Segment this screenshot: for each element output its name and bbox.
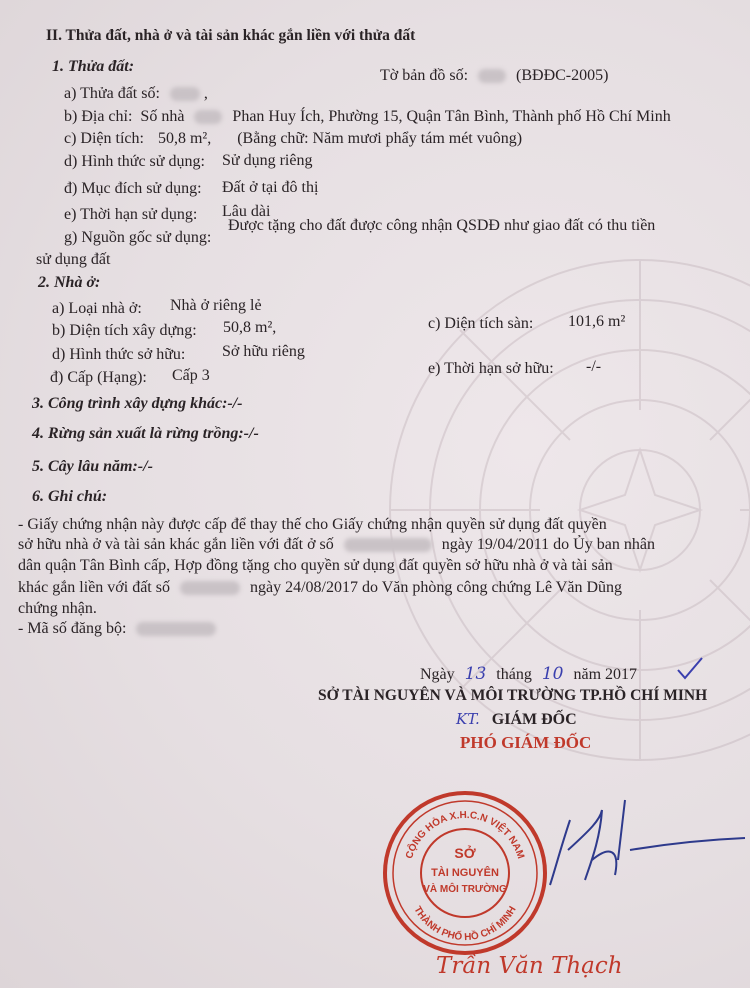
floor-area-label: c) Diện tích sàn: [428, 315, 534, 332]
seal-line3: VÀ MÔI TRƯỜNG [423, 884, 507, 895]
origin-label: g) Nguồn gốc sử dụng: [64, 229, 212, 246]
perennial-trees: 5. Cây lâu năm:-/- [32, 458, 153, 475]
map-sheet [380, 66, 608, 86]
month-value: 10 [541, 664, 564, 684]
seal-outer-bottom: THÀNH PHỐ HỒ CHÍ MINH [411, 904, 519, 944]
address-house-prefix: Số nhà [140, 108, 185, 125]
redacted-certificate-number [344, 538, 432, 552]
notes-heading: 6. Ghi chú: [32, 488, 108, 505]
land-heading: 1. Thửa đất: [52, 58, 135, 75]
deputy-title: PHÓ GIÁM ĐỐC [460, 733, 592, 752]
ownership-value: Sở hữu riêng [222, 343, 305, 360]
term-label: e) Thời hạn sử dụng: [64, 206, 198, 223]
redacted-parcel-number [170, 87, 200, 101]
redacted-registry-number [136, 622, 216, 636]
redacted-map-sheet [478, 69, 506, 83]
origin-value-line2: sử dụng đất [36, 251, 111, 268]
term-value: Lâu dài [222, 203, 271, 220]
purpose-label: đ) Mục đích sử dụng: [64, 180, 202, 197]
notes-line2 [18, 535, 655, 555]
day-value: 13 [464, 664, 487, 684]
signing-date [420, 664, 637, 685]
grade-label: đ) Cấp (Hạng): [50, 369, 147, 386]
use-form-value: Sử dụng riêng [222, 152, 313, 169]
agency-name: SỞ TÀI NGUYÊN VÀ MÔI TRƯỜNG TP.HỒ CHÍ MINH [318, 687, 708, 704]
house-type-value: Nhà ở riêng lẻ [170, 297, 262, 314]
parcel-label: a) Thửa đất số: [64, 85, 160, 102]
notes-line4 [18, 578, 622, 598]
notes-line5: chứng nhận. [18, 600, 97, 617]
seal-line1: SỞ [454, 845, 476, 861]
notes-line2-a: sở hữu nhà ở và tài sản khác gắn liền với đất ở số [18, 536, 334, 553]
check-mark-icon [676, 656, 704, 680]
notes-line4-a: khác gắn liền với đất số [18, 579, 170, 596]
day-label: Ngày [420, 666, 455, 683]
notes-line1: - Giấy chứng nhận này được cấp để thay thế cho Giấy chứng nhận quyền sử dụng đất quyền [18, 516, 607, 533]
section-title: II. Thửa đất, nhà ở và tài sản khác gắn liền với thửa đất [46, 27, 416, 44]
signer-name: Trần Văn Thạch [436, 953, 623, 979]
notes-line3: dân quận Tân Bình cấp, Hợp đồng tặng cho quyền sử dụng đất quyền sở hữu nhà ở và tài sản [18, 557, 613, 574]
director-title: GIÁM ĐỐC [491, 711, 577, 728]
address-value: Phan Huy Ích, Phường 15, Quận Tân Bình, Thành phố Hồ Chí Minh [232, 108, 671, 125]
registry-row [18, 619, 216, 639]
kt-mark: KT. [456, 710, 480, 728]
signature [530, 790, 750, 890]
notes-line2-b: ngày 19/04/2011 do Ủy ban nhân [441, 536, 655, 553]
build-area-label: b) Diện tích xây dựng: [52, 322, 197, 339]
origin-value-line1: Được tặng cho đất được công nhận QSDĐ như giao đất có thu tiền [228, 217, 656, 234]
official-seal [380, 788, 550, 958]
build-area-value: 50,8 m², [223, 319, 277, 336]
ownership-label: d) Hình thức sở hữu: [52, 346, 186, 363]
address-row [64, 107, 671, 127]
purpose-value: Đất ở tại đô thị [222, 179, 319, 196]
map-sheet-label: Tờ bản đồ số: [380, 67, 469, 84]
use-form-label: d) Hình thức sử dụng: [64, 153, 205, 170]
director-row [456, 709, 577, 730]
area-row [64, 129, 522, 149]
notes-line4-b: ngày 24/08/2017 do Văn phòng công chứng Lê Văn Dũng [249, 579, 623, 596]
map-standard: (BĐĐC-2005) [516, 67, 609, 84]
registry-label: - Mã số đăng bộ: [18, 620, 127, 637]
floor-area-value: 101,6 m² [568, 313, 626, 330]
redacted-contract-number [180, 581, 240, 595]
own-term-label: e) Thời hạn sở hữu: [428, 360, 554, 377]
area-label: c) Diện tích: [64, 130, 144, 147]
redacted-house-number [194, 110, 222, 124]
address-label: b) Địa chỉ: [64, 108, 133, 125]
own-term-value: -/- [586, 358, 602, 375]
month-label: tháng [496, 666, 532, 683]
grade-value: Cấp 3 [172, 367, 210, 384]
year-label: năm 2017 [573, 666, 638, 683]
seal-line2: TÀI NGUYÊN [431, 867, 499, 879]
area-words: (Bằng chữ: Năm mươi phẩy tám mét vuông) [237, 130, 523, 147]
house-type-label: a) Loại nhà ở: [52, 300, 142, 317]
production-forest: 4. Rừng sản xuất là rừng trồng:-/- [32, 425, 259, 442]
other-construction: 3. Công trình xây dựng khác:-/- [32, 395, 243, 412]
seal-outer-text: CỘNG HÒA X.H.C.N VIỆT NAM [404, 809, 526, 861]
area-value: 50,8 m², [157, 130, 212, 147]
parcel-number: a) Thửa đất số: , [64, 85, 208, 102]
house-heading: 2. Nhà ở: [38, 274, 101, 291]
